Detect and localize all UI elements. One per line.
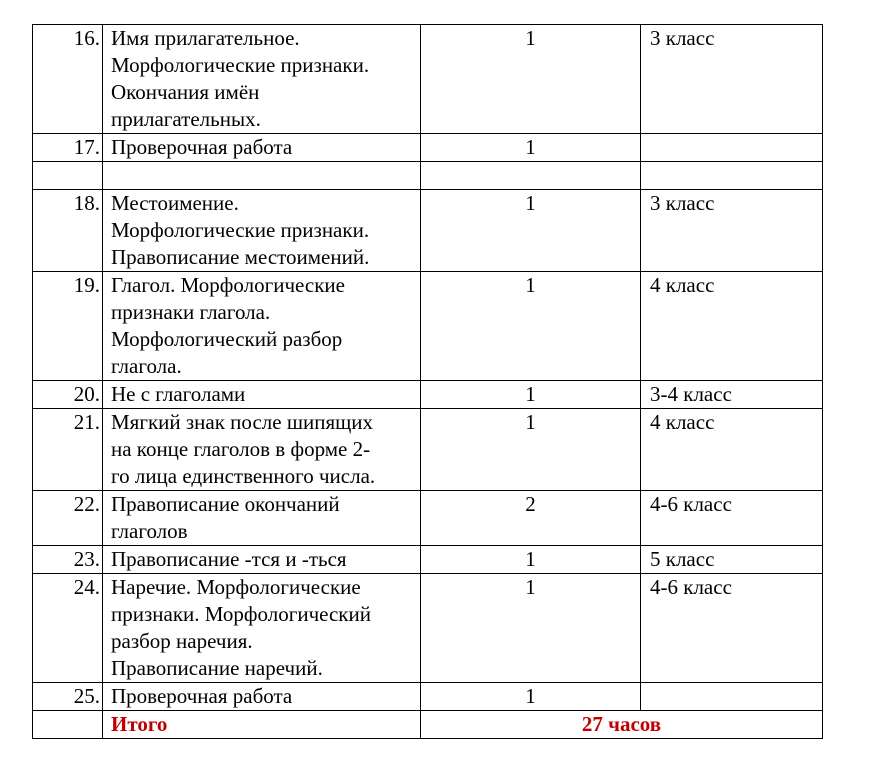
topic-line: признаки. Морфологический [111, 602, 371, 626]
topic-line: разбор наречия. [111, 629, 253, 653]
total-label: Итого [103, 711, 421, 739]
row-topic [103, 134, 421, 162]
topic-line: Морфологические признаки. [111, 218, 370, 242]
row-topic [103, 162, 421, 190]
topic-line: Морфологические признаки. [111, 53, 370, 77]
table-row [33, 162, 823, 190]
topic-line: Местоимение. [111, 191, 239, 215]
row-number [33, 162, 103, 190]
row-number: 25. [33, 683, 103, 711]
lesson-plan-body [33, 25, 823, 739]
row-number: 18. [33, 190, 103, 272]
row-number: 24. [33, 574, 103, 683]
topic-line: признаки глагола. [111, 300, 271, 324]
row-hours: 2 [421, 491, 641, 546]
topic-line: Правописание местоимений. [111, 245, 370, 269]
topic-line: глагола. [111, 354, 182, 378]
row-hours: 1 [421, 683, 641, 711]
row-grade [641, 134, 823, 162]
row-number: 22. [33, 491, 103, 546]
row-hours: 1 [421, 134, 641, 162]
row-number: 16. [33, 25, 103, 134]
topic-line: го лица единственного числа. [111, 464, 376, 488]
topic-line: Проверочная работа [111, 135, 293, 159]
row-grade: 5 класс [641, 546, 823, 574]
row-topic [103, 190, 421, 272]
row-topic [103, 683, 421, 711]
row-topic [103, 491, 421, 546]
row-grade: 3-4 класс [641, 381, 823, 409]
row-topic [103, 25, 421, 134]
row-hours: 1 [421, 409, 641, 491]
row-hours [421, 162, 641, 190]
topic-line: Мягкий знак после шипящих [111, 410, 374, 434]
topic-line [111, 162, 416, 189]
topic-line: Правописание наречий. [111, 656, 323, 680]
topic-line: глаголов [111, 519, 188, 543]
row-topic [103, 574, 421, 683]
total-hours: 27 часов [421, 711, 823, 739]
row-hours: 1 [421, 190, 641, 272]
table-row [33, 134, 823, 162]
total-number-cell [33, 711, 103, 739]
row-topic [103, 546, 421, 574]
row-grade: 4 класс [641, 409, 823, 491]
topic-line: на конце глаголов в форме 2- [111, 437, 371, 461]
topic-line: прилагательных. [111, 107, 261, 131]
row-number: 17. [33, 134, 103, 162]
row-hours: 1 [421, 546, 641, 574]
row-hours: 1 [421, 574, 641, 683]
topic-line: Имя прилагательное. [111, 26, 300, 50]
row-topic [103, 409, 421, 491]
topic-line: Морфологический разбор [111, 327, 343, 351]
row-grade [641, 683, 823, 711]
row-grade: 4 класс [641, 272, 823, 381]
table-row [33, 190, 823, 272]
row-topic [103, 381, 421, 409]
table-row [33, 683, 823, 711]
row-grade: 3 класс [641, 190, 823, 272]
table-row [33, 272, 823, 381]
row-hours: 1 [421, 25, 641, 134]
topic-line: Проверочная работа [111, 684, 293, 708]
topic-line: Глагол. Морфологические [111, 273, 345, 297]
row-number: 19. [33, 272, 103, 381]
total-row [33, 711, 823, 739]
row-number: 21. [33, 409, 103, 491]
table-row [33, 574, 823, 683]
lesson-plan-table [32, 24, 823, 739]
table-row [33, 25, 823, 134]
topic-line: Правописание -тся и -ться [111, 547, 347, 571]
row-grade: 4-6 класс [641, 491, 823, 546]
table-row [33, 381, 823, 409]
row-hours: 1 [421, 381, 641, 409]
topic-line: Окончания имён [111, 80, 260, 104]
row-grade [641, 162, 823, 190]
table-row [33, 491, 823, 546]
row-topic [103, 272, 421, 381]
topic-line: Не с глаголами [111, 382, 246, 406]
table-row [33, 546, 823, 574]
row-grade: 3 класс [641, 25, 823, 134]
row-number: 20. [33, 381, 103, 409]
row-hours: 1 [421, 272, 641, 381]
topic-line: Правописание окончаний [111, 492, 340, 516]
topic-line: Наречие. Морфологические [111, 575, 361, 599]
row-grade: 4-6 класс [641, 574, 823, 683]
row-number: 23. [33, 546, 103, 574]
table-row [33, 409, 823, 491]
